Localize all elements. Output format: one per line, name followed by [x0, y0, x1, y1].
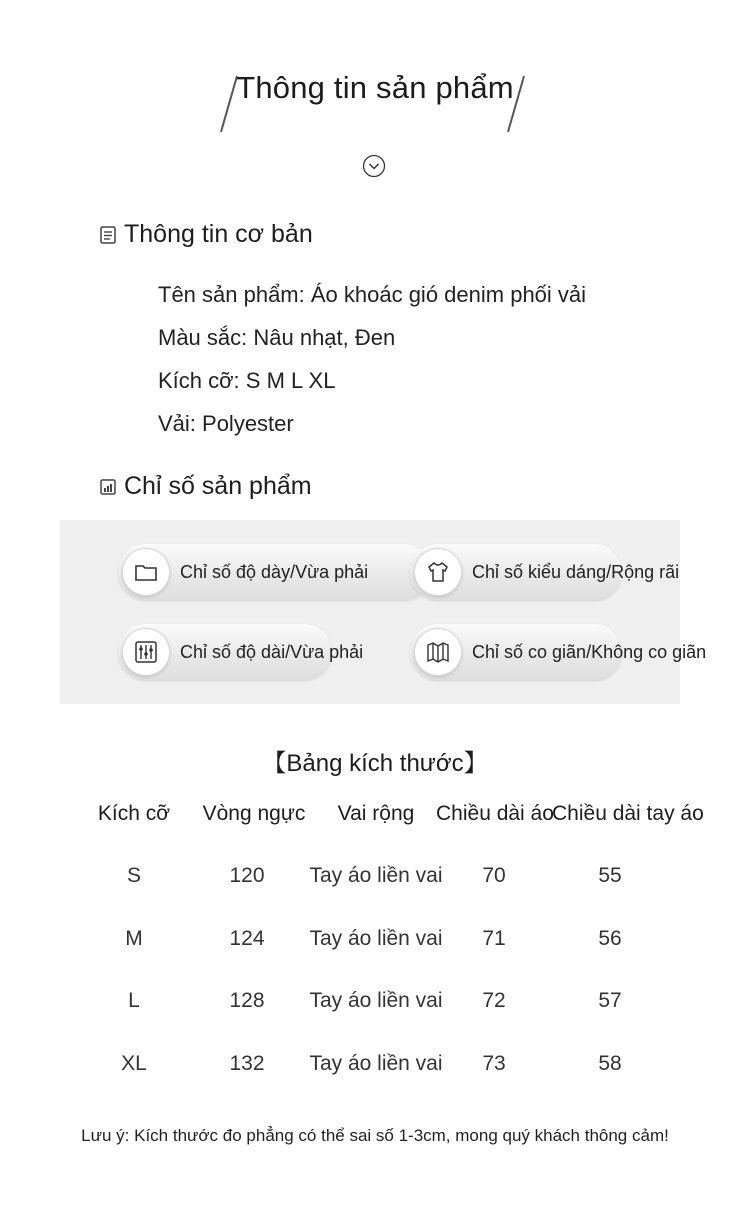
info-product-name: Tên sản phẩm: Áo khoác gió denim phối vải: [158, 282, 587, 307]
table-cell-body-length: 73: [482, 1052, 506, 1075]
index-fit: [410, 544, 680, 600]
table-cell-size: M: [125, 927, 143, 950]
info-size: Kích cỡ: S M L XL: [158, 368, 336, 393]
info-fabric: Vải: Polyester: [158, 411, 294, 436]
table-cell-sleeve-length: 56: [598, 927, 622, 950]
table-cell-size: L: [128, 989, 140, 1012]
document-icon: [100, 226, 116, 244]
table-cell-sleeve-length: 58: [598, 1052, 622, 1075]
col-header-size: Kích cỡ: [97, 802, 171, 825]
chevron-down-icon: [362, 154, 386, 178]
table-cell-chest: 128: [229, 989, 265, 1012]
table-cell-body-length: 70: [482, 864, 506, 887]
table-cell-sleeve-length: 57: [598, 989, 622, 1012]
table-cell-shoulder: Tay áo liền vai: [309, 927, 443, 950]
indices-panel: [60, 520, 707, 704]
table-cell-chest: 120: [229, 864, 265, 887]
table-cell-shoulder: Tay áo liền vai: [309, 989, 443, 1012]
index-length-label: Chỉ số độ dài/Vừa phải: [180, 642, 364, 662]
stretch-icon: [414, 628, 462, 676]
table-cell-chest: 132: [229, 1052, 265, 1075]
size-table-title: 【Bảng kích thước】: [262, 750, 488, 777]
index-stretch-label: Chỉ số co giãn/Không co giãn: [472, 642, 707, 662]
index-length: [118, 624, 364, 680]
size-note: Lưu ý: Kích thước đo phẳng có thể sai số 1-3cm, mong quý khách thông cảm!: [81, 1126, 669, 1145]
index-stretch: [410, 624, 707, 680]
index-fit-label: Chỉ số kiểu dáng/Rộng rãi: [472, 562, 680, 582]
page-title: Thông tin sản phẩm: [236, 70, 514, 105]
basic-info-title: Thông tin cơ bản: [124, 220, 313, 248]
indices-title: Chỉ số sản phẩm: [124, 472, 312, 500]
table-cell-size: S: [126, 864, 141, 887]
folder-icon: [122, 548, 170, 596]
table-cell-size: XL: [121, 1052, 147, 1075]
table-cell-chest: 124: [229, 927, 265, 950]
chart-icon: [100, 478, 116, 496]
col-header-shoulder: Vai rộng: [337, 802, 415, 825]
index-thickness-label: Chỉ số độ dày/Vừa phải: [180, 562, 369, 582]
info-color: Màu sắc: Nâu nhạt, Đen: [158, 325, 396, 350]
col-header-sleeve-length: Chiều dài tay áo: [552, 802, 704, 825]
tshirt-icon: [414, 548, 462, 596]
table-cell-body-length: 71: [482, 927, 506, 950]
table-cell-shoulder: Tay áo liền vai: [309, 1052, 443, 1075]
sliders-icon: [122, 628, 170, 676]
col-header-body-length: Chiều dài áo: [436, 802, 554, 825]
index-thickness: [118, 544, 432, 600]
table-cell-body-length: 72: [482, 989, 506, 1012]
table-cell-sleeve-length: 55: [598, 864, 622, 887]
col-header-chest: Vòng ngực: [202, 802, 306, 825]
table-cell-shoulder: Tay áo liền vai: [309, 864, 443, 887]
